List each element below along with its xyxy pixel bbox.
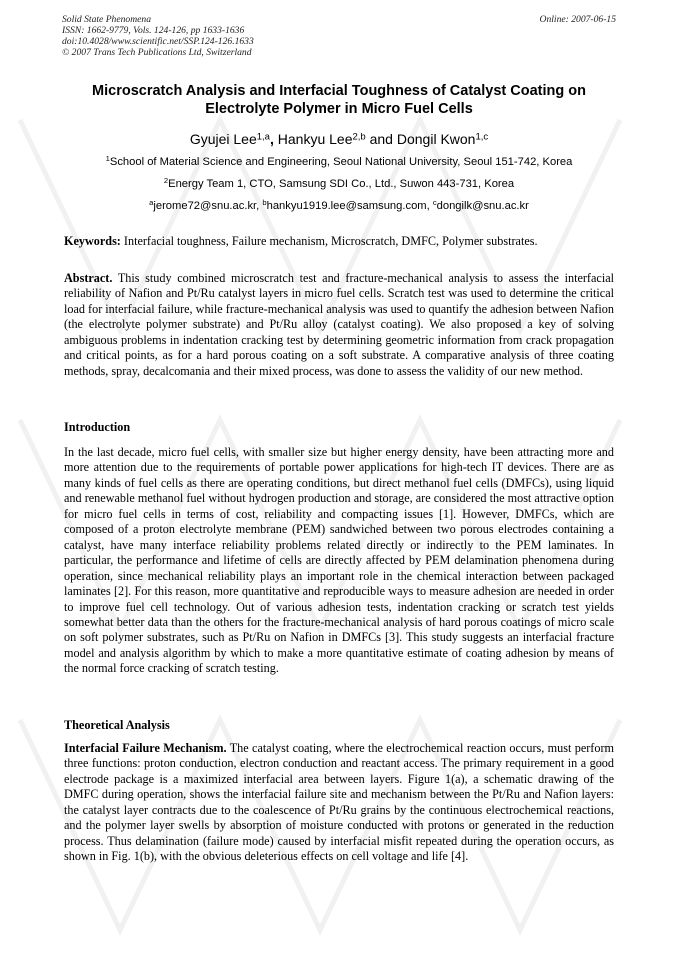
author-1-affiliation: 1,a — [256, 131, 270, 143]
keywords-text: Interfacial toughness, Failure mechanism, Microscratch, DMFC, Polymer substrates. — [120, 234, 538, 248]
author-conjunction: and — [365, 131, 397, 147]
theory-subheading: Interfacial Failure Mechanism. — [64, 741, 227, 755]
affiliation-2-text: Energy Team 1, CTO, Samsung SDI Co., Ltd., Suwon 443-731, Korea — [168, 178, 515, 190]
theory-heading: Theoretical Analysis — [64, 718, 170, 732]
affiliation-2-number: 2 — [163, 176, 169, 186]
email-marker-b: b — [262, 198, 267, 208]
email-marker-a: a — [149, 198, 154, 208]
introduction-text: In the last decade, micro fuel cells, with smaller size but higher energy density, have been attracting more and more attention due to the requirements of portable power applications for high-tech IT devices. There are as many kinds of fuel cells as there are operating conditions, but direct methanol fuel cells (DMFCs), using liquid and renewable methanol fuel without hydrogen production and storage, are considered the most attractive option for micro fuel cells in terms of cost, reliability and compacting issues [1]. However, DMFCs, which are composed of a proton electrolyte membrane (PEM) sandwiched between two porous electrodes containing a catalyst, have many interface reliability problems related directly or indirectly to the PEM laminates. In particular, the performance and lifetime of cells are directly affected by PEM delamination phenomena during operation, since mechanical reliability plays an important role in the chemical interaction between packaged laminates [2]. For this reason, more quantitative and reproducible ways to measure adhesion are needed in order to improve fuel cell technology. Out of various adhesion tests, indentation cracking or scratch test yields somewhat better data than the others for the fracture-mechanical analysis of hard porous coatings of micro scale on soft polymer substrates, such as Pt/Ru on Nafion in DMFCs [3]. This study suggests an interfacial fracture model and analysis algorithm by which to make a more quantitative estimate of coating adhesion by means of the normal force cracking of scratch testing. — [64, 445, 614, 676]
journal-name: Solid State Phenomena — [62, 14, 151, 25]
theory-paragraph — [64, 741, 614, 865]
theory-text: The catalyst coating, where the electrochemical reaction occurs, must perform three functions: proton conduction, electron conduction and reactant access. The primary requirement in a good electrode package is a maximized interfacial area between layers. Figure 1(a), a schematic drawing of the DMFC during operation, shows the interfacial failure site and mechanism between the Pt/Ru and Nafion layers: the catalyst layer contracts due to the coalescence of Pt/Ru grains by the continuous electrochemical reactions, and the polymer layer swells by absorption of moisture conducted with protons or generated in the reduction process. Thus delamination (failure mode) caused by interfacial misfit repeated during the operation occurs, as shown in Fig. 1(b), with the obvious deleterious effects on cell voltage and life [4]. — [64, 741, 614, 864]
email-marker-c: c — [432, 198, 437, 208]
author-list: Gyujei Lee$^{1,a}$, Hankyu Lee$^{2,b}$ and Dongil Kwon$^{1,c}$ — [189, 131, 489, 147]
author-2: Hankyu Lee — [277, 131, 353, 147]
email-2[interactable]: hankyu1919.lee@samsung.com, — [266, 200, 433, 212]
title-line-2: Electrolyte Polymer in Micro Fuel Cells — [205, 101, 473, 117]
online-date: Online: 2007-06-15 — [539, 14, 616, 25]
email-1[interactable]: jerome72@snu.ac.kr, — [153, 200, 263, 212]
doi-line: doi:10.4028/www.scientific.net/SSP.124-126.1633 — [62, 36, 254, 47]
affiliation-1-number: 1 — [105, 154, 110, 164]
email-3[interactable]: dongilk@snu.ac.kr — [436, 200, 529, 212]
title-line-1: Microscratch Analysis and Interfacial Toughness of Catalyst Coating on — [92, 83, 586, 99]
affiliation-1 — [40, 156, 638, 168]
issn-line: ISSN: 1662-9779, Vols. 124-126, pp 1633-1636 — [62, 25, 245, 36]
author-2-affiliation: 2,b — [352, 131, 366, 143]
affiliation-1-text: School of Material Science and Engineering, Seoul National University, Seoul 151-742, Korea — [109, 156, 573, 168]
author-3-affiliation: 1,c — [475, 131, 489, 143]
introduction-heading: Introduction — [64, 420, 131, 434]
abstract — [64, 271, 614, 379]
author-3: Dongil Kwon — [396, 131, 476, 147]
copyright-line: © 2007 Trans Tech Publications Ltd, Switzerland — [62, 47, 252, 58]
author-1: Gyujei Lee — [189, 131, 257, 147]
abstract-label: Abstract. — [64, 271, 113, 285]
email-line — [40, 200, 638, 212]
paper-title — [40, 82, 638, 118]
affiliation-2 — [40, 178, 638, 190]
journal-header — [62, 14, 254, 58]
keywords-label: Keywords: — [64, 234, 121, 248]
abstract-text: This study combined microscratch test and fracture-mechanical analysis to assess the interfacial reliability of Nafion and Pt/Ru catalyst layers in micro fuel cells. Scratch test was used to determine the critical load for interfacial failure, while fracture-mechanical analysis was used to quantify the adhesion between Nafion (the electrolyte polymer substrate) and Pt/Ru alloy (catalyst coating). We also proposed a key of solving ambiguous problems in indentation cracking test by determining geometric information from crack propagation and critical points, as for a hard porous coating on a soft substrate. A comparative analysis of three coating methods, spray, decalcomania and their mixed process, was done to assess the validity of our new method. — [64, 271, 614, 378]
keywords — [64, 234, 614, 249]
